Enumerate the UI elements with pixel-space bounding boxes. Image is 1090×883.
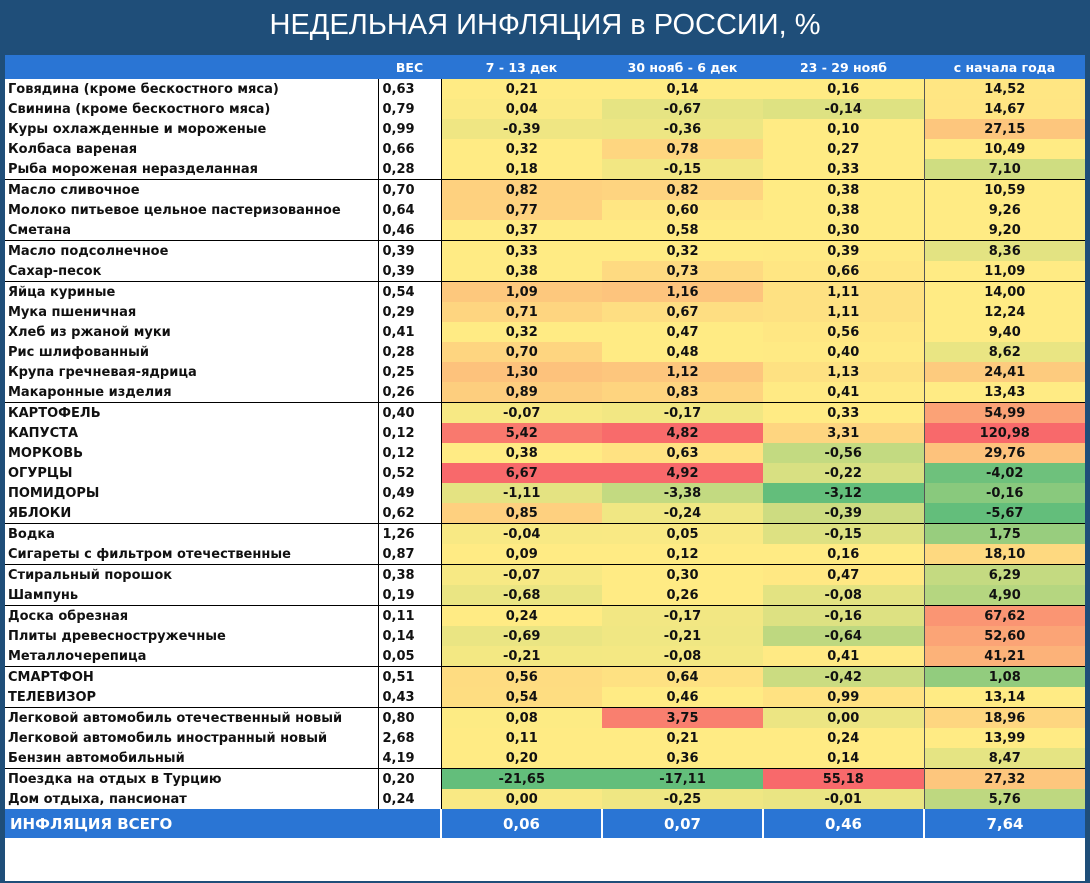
row-weight: 0,11 xyxy=(378,606,441,627)
cell-week-3: -3,12 xyxy=(763,483,924,503)
cell-week-3: 0,30 xyxy=(763,220,924,241)
row-weight: 0,49 xyxy=(378,483,441,503)
row-weight: 0,41 xyxy=(378,322,441,342)
cell-week-2: 4,82 xyxy=(602,423,763,443)
table-row xyxy=(5,261,1085,282)
cell-week-2: -0,21 xyxy=(602,626,763,646)
cell-week-2: 0,58 xyxy=(602,220,763,241)
row-weight: 0,64 xyxy=(378,200,441,220)
cell-week-1: -0,07 xyxy=(441,565,602,586)
cell-week-1: 6,67 xyxy=(441,463,602,483)
row-weight: 0,39 xyxy=(378,261,441,282)
row-name: Хлеб из ржаной муки xyxy=(5,322,378,342)
cell-ytd: 54,99 xyxy=(924,403,1085,424)
row-name: Куры охлажденные и мороженые xyxy=(5,119,378,139)
row-name: Металлочерепица xyxy=(5,646,378,667)
cell-week-1: 0,77 xyxy=(441,200,602,220)
cell-week-3: 0,56 xyxy=(763,322,924,342)
row-weight: 0,39 xyxy=(378,241,441,262)
cell-week-1: -0,21 xyxy=(441,646,602,667)
cell-ytd: 9,26 xyxy=(924,200,1085,220)
row-weight: 0,12 xyxy=(378,423,441,443)
table-row xyxy=(5,99,1085,119)
row-name: Плиты древесностружечные xyxy=(5,626,378,646)
cell-week-1: 0,00 xyxy=(441,789,602,809)
row-name: Сметана xyxy=(5,220,378,241)
cell-week-1: -0,07 xyxy=(441,403,602,424)
cell-week-2: 0,47 xyxy=(602,322,763,342)
cell-week-3: 0,41 xyxy=(763,382,924,403)
cell-week-3: -0,42 xyxy=(763,667,924,688)
cell-week-3: -0,64 xyxy=(763,626,924,646)
cell-week-3: 0,00 xyxy=(763,708,924,729)
table-row xyxy=(5,708,1085,729)
cell-week-1: 0,32 xyxy=(441,139,602,159)
cell-week-1: -1,11 xyxy=(441,483,602,503)
cell-ytd: -5,67 xyxy=(924,503,1085,524)
row-name: СМАРТФОН xyxy=(5,667,378,688)
cell-week-3: 0,16 xyxy=(763,79,924,99)
cell-week-3: 1,11 xyxy=(763,302,924,322)
cell-ytd: 67,62 xyxy=(924,606,1085,627)
cell-ytd: 4,90 xyxy=(924,585,1085,606)
cell-ytd: 120,98 xyxy=(924,423,1085,443)
cell-week-2: 0,30 xyxy=(602,565,763,586)
cell-week-2: 0,64 xyxy=(602,667,763,688)
row-weight: 0,63 xyxy=(378,79,441,99)
row-name: ОГУРЦЫ xyxy=(5,463,378,483)
cell-week-1: 0,89 xyxy=(441,382,602,403)
row-weight: 0,05 xyxy=(378,646,441,667)
cell-ytd: 9,20 xyxy=(924,220,1085,241)
cell-week-3: -0,22 xyxy=(763,463,924,483)
row-name: Масло подсолнечное xyxy=(5,241,378,262)
row-weight: 0,20 xyxy=(378,769,441,790)
row-name: Масло сливочное xyxy=(5,180,378,201)
row-weight: 0,87 xyxy=(378,544,441,565)
row-name: Мука пшеничная xyxy=(5,302,378,322)
cell-week-3: 0,16 xyxy=(763,544,924,565)
cell-ytd: 27,15 xyxy=(924,119,1085,139)
row-weight: 0,26 xyxy=(378,382,441,403)
cell-ytd: 8,47 xyxy=(924,748,1085,769)
row-weight: 2,68 xyxy=(378,728,441,748)
row-name: Легковой автомобиль отечественный новый xyxy=(5,708,378,729)
cell-week-2: 0,73 xyxy=(602,261,763,282)
cell-week-1: 0,20 xyxy=(441,748,602,769)
cell-week-2: -0,24 xyxy=(602,503,763,524)
header-ytd: с начала года xyxy=(924,55,1085,79)
table-row xyxy=(5,483,1085,503)
row-weight: 0,54 xyxy=(378,282,441,303)
row-name: Сахар-песок xyxy=(5,261,378,282)
table-row xyxy=(5,769,1085,790)
table-row xyxy=(5,503,1085,524)
cell-week-3: 0,10 xyxy=(763,119,924,139)
cell-week-1: 0,24 xyxy=(441,606,602,627)
cell-week-1: 1,30 xyxy=(441,362,602,382)
table-row xyxy=(5,667,1085,688)
table-row xyxy=(5,789,1085,809)
cell-week-2: 4,92 xyxy=(602,463,763,483)
cell-week-3: -0,56 xyxy=(763,443,924,463)
table-row xyxy=(5,241,1085,262)
table-row xyxy=(5,524,1085,545)
cell-week-2: -0,17 xyxy=(602,606,763,627)
cell-week-2: 0,78 xyxy=(602,139,763,159)
cell-ytd: 14,52 xyxy=(924,79,1085,99)
page-title: НЕДЕЛЬНАЯ ИНФЛЯЦИЯ в РОССИИ, % xyxy=(269,9,821,41)
cell-week-1: -0,69 xyxy=(441,626,602,646)
row-name: КАРТОФЕЛЬ xyxy=(5,403,378,424)
cell-week-1: 0,33 xyxy=(441,241,602,262)
row-weight: 0,28 xyxy=(378,159,441,180)
total-week-1: 0,06 xyxy=(441,809,602,838)
header-weight: ВЕС xyxy=(378,55,441,79)
cell-week-2: 0,26 xyxy=(602,585,763,606)
cell-ytd: 9,40 xyxy=(924,322,1085,342)
cell-week-3: -0,16 xyxy=(763,606,924,627)
row-name: Рыба мороженая неразделанная xyxy=(5,159,378,180)
header-row xyxy=(5,55,1085,79)
cell-week-3: 0,40 xyxy=(763,342,924,362)
cell-week-1: 0,11 xyxy=(441,728,602,748)
table-row xyxy=(5,443,1085,463)
cell-week-3: 0,14 xyxy=(763,748,924,769)
row-weight: 0,25 xyxy=(378,362,441,382)
cell-week-1: 0,08 xyxy=(441,708,602,729)
cell-week-3: -0,08 xyxy=(763,585,924,606)
row-name: Поездка на отдых в Турцию xyxy=(5,769,378,790)
row-name: ПОМИДОРЫ xyxy=(5,483,378,503)
table-body xyxy=(5,79,1085,809)
row-name: ЯБЛОКИ xyxy=(5,503,378,524)
row-weight: 0,80 xyxy=(378,708,441,729)
cell-ytd: 18,10 xyxy=(924,544,1085,565)
row-name: Колбаса вареная xyxy=(5,139,378,159)
cell-week-3: -0,15 xyxy=(763,524,924,545)
cell-week-3: 0,33 xyxy=(763,403,924,424)
cell-ytd: -4,02 xyxy=(924,463,1085,483)
table-row xyxy=(5,362,1085,382)
header-week-3: 23 - 29 нояб xyxy=(763,55,924,79)
cell-ytd: 13,99 xyxy=(924,728,1085,748)
cell-week-2: 0,83 xyxy=(602,382,763,403)
cell-week-3: -0,39 xyxy=(763,503,924,524)
cell-week-1: 5,42 xyxy=(441,423,602,443)
cell-week-2: 0,63 xyxy=(602,443,763,463)
cell-ytd: 8,36 xyxy=(924,241,1085,262)
cell-week-1: 0,18 xyxy=(441,159,602,180)
cell-ytd: 1,75 xyxy=(924,524,1085,545)
cell-ytd: 5,76 xyxy=(924,789,1085,809)
cell-ytd: 7,10 xyxy=(924,159,1085,180)
header-week-2: 30 нояб - 6 дек xyxy=(602,55,763,79)
cell-week-2: 1,12 xyxy=(602,362,763,382)
table-row xyxy=(5,565,1085,586)
inflation-table xyxy=(5,55,1085,838)
row-weight: 1,26 xyxy=(378,524,441,545)
table-row xyxy=(5,728,1085,748)
cell-ytd: 1,08 xyxy=(924,667,1085,688)
cell-week-2: -0,25 xyxy=(602,789,763,809)
cell-week-2: 0,32 xyxy=(602,241,763,262)
cell-week-3: 0,27 xyxy=(763,139,924,159)
table-row xyxy=(5,159,1085,180)
cell-week-2: 0,05 xyxy=(602,524,763,545)
row-weight: 0,99 xyxy=(378,119,441,139)
cell-week-2: 0,12 xyxy=(602,544,763,565)
row-weight: 0,19 xyxy=(378,585,441,606)
row-name: Рис шлифованный xyxy=(5,342,378,362)
cell-week-1: 0,21 xyxy=(441,79,602,99)
row-weight: 0,24 xyxy=(378,789,441,809)
row-weight: 0,51 xyxy=(378,667,441,688)
cell-ytd: 24,41 xyxy=(924,362,1085,382)
cell-week-3: 1,13 xyxy=(763,362,924,382)
header-week-1: 7 - 13 дек xyxy=(441,55,602,79)
table-row xyxy=(5,403,1085,424)
cell-week-1: -0,68 xyxy=(441,585,602,606)
total-ytd: 7,64 xyxy=(924,809,1085,838)
row-weight: 0,28 xyxy=(378,342,441,362)
row-weight: 4,19 xyxy=(378,748,441,769)
row-weight: 0,46 xyxy=(378,220,441,241)
cell-ytd: 13,14 xyxy=(924,687,1085,708)
cell-week-2: 0,48 xyxy=(602,342,763,362)
row-weight: 0,38 xyxy=(378,565,441,586)
total-week-3: 0,46 xyxy=(763,809,924,838)
cell-ytd: 14,00 xyxy=(924,282,1085,303)
cell-ytd: 10,59 xyxy=(924,180,1085,201)
row-name: Доска обрезная xyxy=(5,606,378,627)
row-name: Говядина (кроме бескостного мяса) xyxy=(5,79,378,99)
cell-week-2: 0,67 xyxy=(602,302,763,322)
row-name: Крупа гречневая-ядрица xyxy=(5,362,378,382)
cell-week-2: -0,17 xyxy=(602,403,763,424)
row-name: Водка xyxy=(5,524,378,545)
row-weight: 0,79 xyxy=(378,99,441,119)
cell-week-1: 1,09 xyxy=(441,282,602,303)
cell-ytd: 41,21 xyxy=(924,646,1085,667)
cell-week-1: 0,56 xyxy=(441,667,602,688)
cell-week-3: 0,24 xyxy=(763,728,924,748)
row-weight: 0,14 xyxy=(378,626,441,646)
cell-ytd: 13,43 xyxy=(924,382,1085,403)
cell-week-2: -0,67 xyxy=(602,99,763,119)
row-weight: 0,70 xyxy=(378,180,441,201)
cell-week-1: 0,54 xyxy=(441,687,602,708)
table-row xyxy=(5,544,1085,565)
total-label: ИНФЛЯЦИЯ ВСЕГО xyxy=(5,809,441,838)
cell-week-2: 0,21 xyxy=(602,728,763,748)
cell-week-3: 0,38 xyxy=(763,180,924,201)
table-row xyxy=(5,342,1085,362)
cell-week-3: 0,41 xyxy=(763,646,924,667)
row-weight: 0,43 xyxy=(378,687,441,708)
cell-week-1: -0,39 xyxy=(441,119,602,139)
cell-week-3: 0,39 xyxy=(763,241,924,262)
row-name: Бензин автомобильный xyxy=(5,748,378,769)
row-name: Стиральный порошок xyxy=(5,565,378,586)
cell-week-3: 0,66 xyxy=(763,261,924,282)
table-row xyxy=(5,626,1085,646)
cell-ytd: 52,60 xyxy=(924,626,1085,646)
table-row xyxy=(5,302,1085,322)
cell-week-1: 0,70 xyxy=(441,342,602,362)
row-weight: 0,40 xyxy=(378,403,441,424)
row-name: Шампунь xyxy=(5,585,378,606)
cell-week-3: 0,38 xyxy=(763,200,924,220)
cell-week-2: 0,60 xyxy=(602,200,763,220)
row-name: ТЕЛЕВИЗОР xyxy=(5,687,378,708)
cell-week-1: 0,32 xyxy=(441,322,602,342)
row-name: Яйца куриные xyxy=(5,282,378,303)
cell-week-1: -21,65 xyxy=(441,769,602,790)
header-name xyxy=(5,55,378,79)
table-row xyxy=(5,646,1085,667)
cell-week-2: -0,36 xyxy=(602,119,763,139)
cell-week-3: 3,31 xyxy=(763,423,924,443)
cell-ytd: 8,62 xyxy=(924,342,1085,362)
table-row xyxy=(5,423,1085,443)
row-weight: 0,66 xyxy=(378,139,441,159)
cell-ytd: -0,16 xyxy=(924,483,1085,503)
row-name: Макаронные изделия xyxy=(5,382,378,403)
table-row xyxy=(5,463,1085,483)
cell-week-3: 1,11 xyxy=(763,282,924,303)
table-row xyxy=(5,79,1085,99)
cell-week-1: 0,09 xyxy=(441,544,602,565)
cell-week-1: 0,38 xyxy=(441,261,602,282)
cell-week-1: 0,71 xyxy=(441,302,602,322)
cell-week-2: 0,36 xyxy=(602,748,763,769)
table-row xyxy=(5,687,1085,708)
table-row xyxy=(5,748,1085,769)
cell-ytd: 27,32 xyxy=(924,769,1085,790)
table-row xyxy=(5,180,1085,201)
cell-week-2: 3,75 xyxy=(602,708,763,729)
row-weight: 0,52 xyxy=(378,463,441,483)
cell-week-2: -17,11 xyxy=(602,769,763,790)
cell-week-3: 0,33 xyxy=(763,159,924,180)
cell-ytd: 12,24 xyxy=(924,302,1085,322)
table-row xyxy=(5,585,1085,606)
cell-ytd: 6,29 xyxy=(924,565,1085,586)
cell-week-2: -0,08 xyxy=(602,646,763,667)
table-row xyxy=(5,220,1085,241)
row-name: КАПУСТА xyxy=(5,423,378,443)
table-row xyxy=(5,119,1085,139)
table-row xyxy=(5,606,1085,627)
cell-week-2: -3,38 xyxy=(602,483,763,503)
row-name: Молоко питьевое цельное пастеризованное xyxy=(5,200,378,220)
row-weight: 0,29 xyxy=(378,302,441,322)
cell-week-2: 1,16 xyxy=(602,282,763,303)
table-row xyxy=(5,200,1085,220)
cell-week-3: -0,14 xyxy=(763,99,924,119)
row-name: Свинина (кроме бескостного мяса) xyxy=(5,99,378,119)
cell-ytd: 10,49 xyxy=(924,139,1085,159)
cell-week-1: 0,85 xyxy=(441,503,602,524)
cell-week-1: 0,37 xyxy=(441,220,602,241)
cell-week-3: 55,18 xyxy=(763,769,924,790)
cell-ytd: 29,76 xyxy=(924,443,1085,463)
cell-week-2: 0,82 xyxy=(602,180,763,201)
cell-week-2: 0,46 xyxy=(602,687,763,708)
row-name: Дом отдыха, пансионат xyxy=(5,789,378,809)
cell-week-2: -0,15 xyxy=(602,159,763,180)
cell-week-2: 0,14 xyxy=(602,79,763,99)
row-name: МОРКОВЬ xyxy=(5,443,378,463)
total-row xyxy=(5,809,1085,838)
table-row xyxy=(5,322,1085,342)
total-week-2: 0,07 xyxy=(602,809,763,838)
table-row xyxy=(5,282,1085,303)
table-row xyxy=(5,382,1085,403)
inflation-table-sheet xyxy=(5,55,1085,881)
cell-ytd: 18,96 xyxy=(924,708,1085,729)
cell-week-1: 0,82 xyxy=(441,180,602,201)
cell-week-3: 0,47 xyxy=(763,565,924,586)
cell-ytd: 11,09 xyxy=(924,261,1085,282)
table-row xyxy=(5,139,1085,159)
cell-week-1: -0,04 xyxy=(441,524,602,545)
cell-week-3: 0,99 xyxy=(763,687,924,708)
cell-ytd: 14,67 xyxy=(924,99,1085,119)
row-weight: 0,62 xyxy=(378,503,441,524)
row-name: Сигареты с фильтром отечественные xyxy=(5,544,378,565)
row-weight: 0,12 xyxy=(378,443,441,463)
cell-week-3: -0,01 xyxy=(763,789,924,809)
row-name: Легковой автомобиль иностранный новый xyxy=(5,728,378,748)
cell-week-1: 0,04 xyxy=(441,99,602,119)
cell-week-1: 0,38 xyxy=(441,443,602,463)
